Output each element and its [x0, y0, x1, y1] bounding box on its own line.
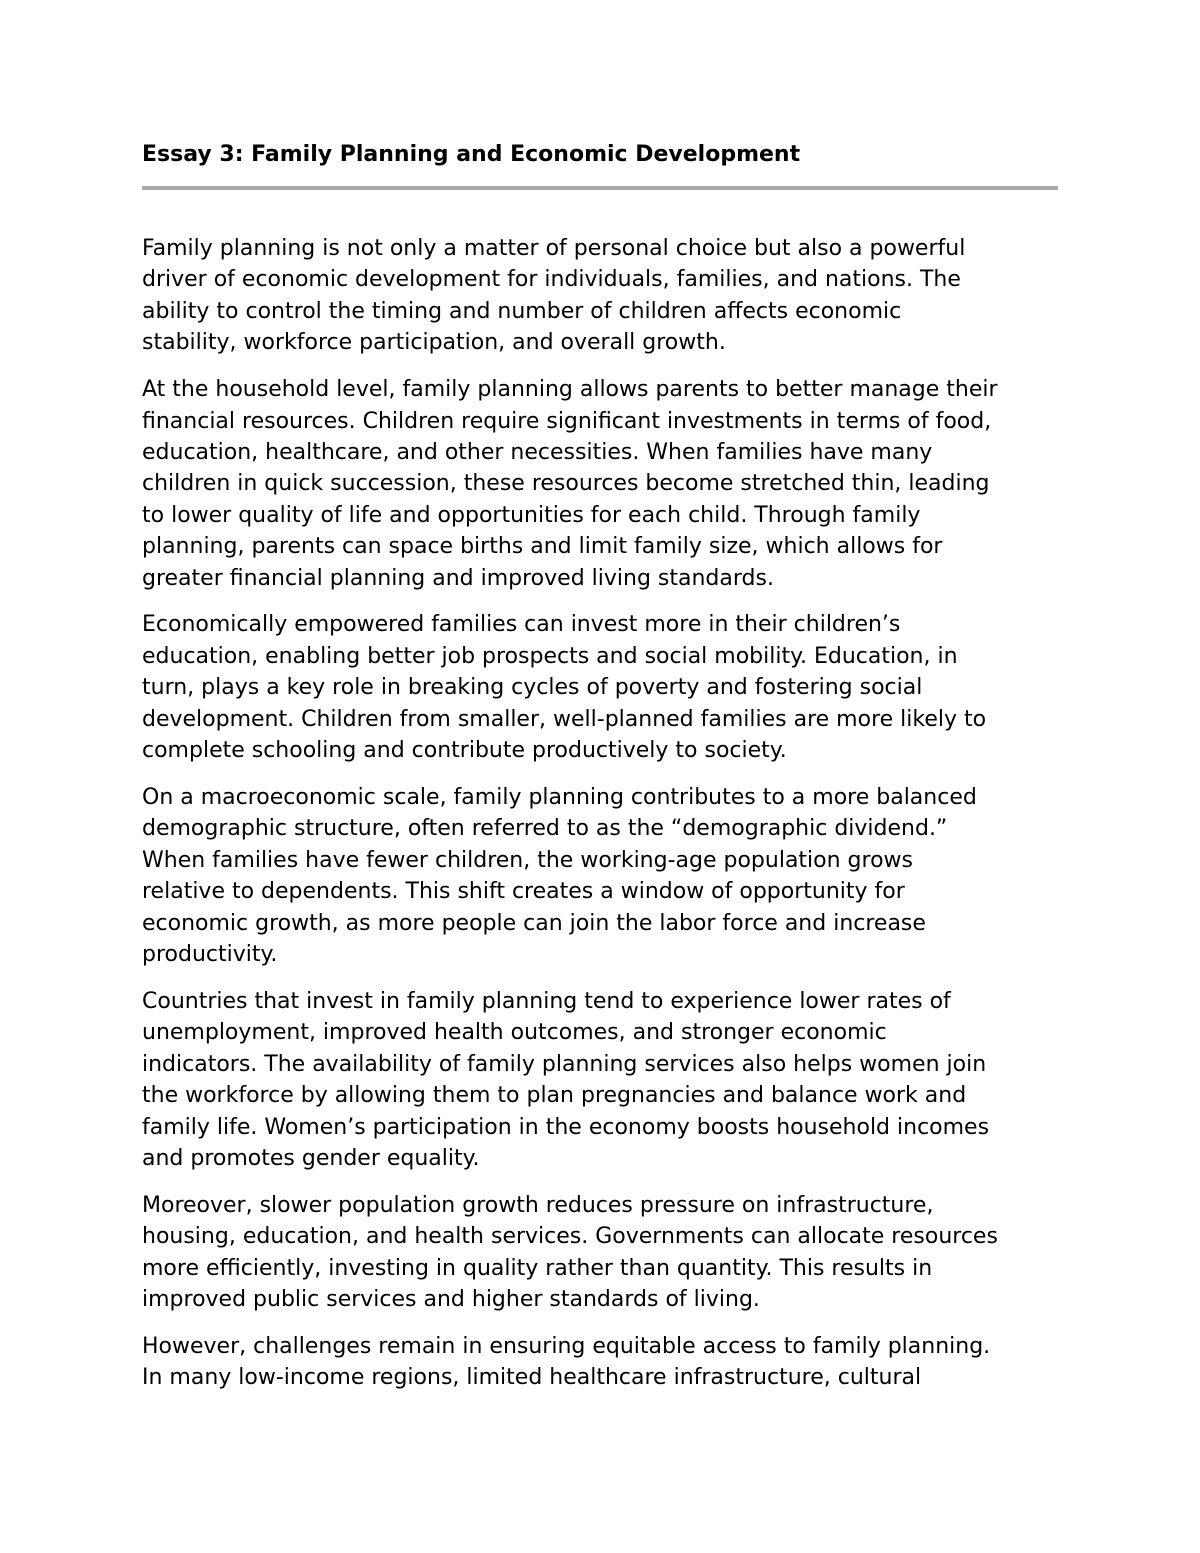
essay-paragraph [142, 1331, 1072, 1394]
paragraph-line: family life. Women’s participation in the economy boosts household incomes [142, 1114, 990, 1140]
paragraph-line: economic growth, as more people can join the labor force and increase [142, 910, 926, 936]
paragraph-line: When families have fewer children, the working-age population grows [142, 847, 913, 873]
paragraph-line: ability to control the timing and number of children affects economic [142, 298, 902, 324]
paragraph-line: housing, education, and health services. Governments can allocate resources [142, 1224, 998, 1250]
paragraph-line: financial resources. Children require significant investments in terms of food, [142, 408, 992, 434]
paragraph-line: In many low-income regions, limited healthcare infrastructure, cultural [142, 1365, 922, 1391]
paragraph-line: Countries that invest in family planning tend to experience lower rates of [142, 988, 951, 1014]
paragraph-line: complete schooling and contribute productively to society. [142, 738, 787, 764]
paragraph-line: to lower quality of life and opportunities for each child. Through family [142, 502, 921, 528]
paragraph-line: relative to dependents. This shift creates a window of opportunity for [142, 879, 905, 905]
title-divider [142, 186, 1058, 190]
paragraph-line: the workforce by allowing them to plan pregnancies and balance work and [142, 1083, 967, 1109]
paragraph-line: stability, workforce participation, and overall growth. [142, 330, 726, 356]
paragraph-line: development. Children from smaller, well-planned families are more likely to [142, 706, 987, 732]
essay-paragraph [142, 986, 1072, 1174]
paragraph-line: Moreover, slower population growth reduces pressure on infrastructure, [142, 1192, 934, 1218]
paragraph-line: education, enabling better job prospects and social mobility. Education, in [142, 643, 958, 669]
paragraph-line: At the household level, family planning allows parents to better manage their [142, 377, 998, 403]
essay-body [142, 233, 1072, 1409]
essay-paragraph [142, 374, 1072, 594]
essay-paragraph [142, 609, 1072, 766]
paragraph-line: On a macroeconomic scale, family planning contributes to a more balanced [142, 785, 977, 810]
paragraph-line: However, challenges remain in ensuring equitable access to family planning. [142, 1334, 991, 1359]
document-title: Essay 3: Family Planning and Economic Development [142, 142, 801, 167]
paragraph-line: and promotes gender equality. [142, 1145, 480, 1171]
essay-paragraph [142, 1190, 1072, 1316]
paragraph-line: Family planning is not only a matter of personal choice but also a powerful [142, 236, 966, 261]
paragraph-line: improved public services and higher standards of living. [142, 1287, 760, 1313]
paragraph-line: turn, plays a key role in breaking cycles of poverty and fostering social [142, 675, 923, 701]
paragraph-line: unemployment, improved health outcomes, and stronger economic [142, 1020, 887, 1046]
paragraph-line: productivity. [142, 942, 278, 968]
paragraph-line: children in quick succession, these resources become stretched thin, leading [142, 471, 990, 497]
paragraph-line: Economically empowered families can invest more in their children’s [142, 612, 901, 638]
paragraph-line: education, healthcare, and other necessities. When families have many [142, 439, 933, 465]
paragraph-line: more efficiently, investing in quality rather than quantity. This results in [142, 1255, 933, 1281]
paragraph-line: demographic structure, often referred to as the “demographic dividend.” [142, 816, 948, 842]
essay-paragraph [142, 233, 1072, 359]
essay-paragraph [142, 782, 1072, 970]
paragraph-line: planning, parents can space births and limit family size, which allows for [142, 534, 943, 560]
paragraph-line: greater financial planning and improved living standards. [142, 565, 774, 591]
paragraph-line: driver of economic development for individuals, families, and nations. The [142, 267, 961, 293]
paragraph-line: indicators. The availability of family planning services also helps women join [142, 1051, 987, 1077]
